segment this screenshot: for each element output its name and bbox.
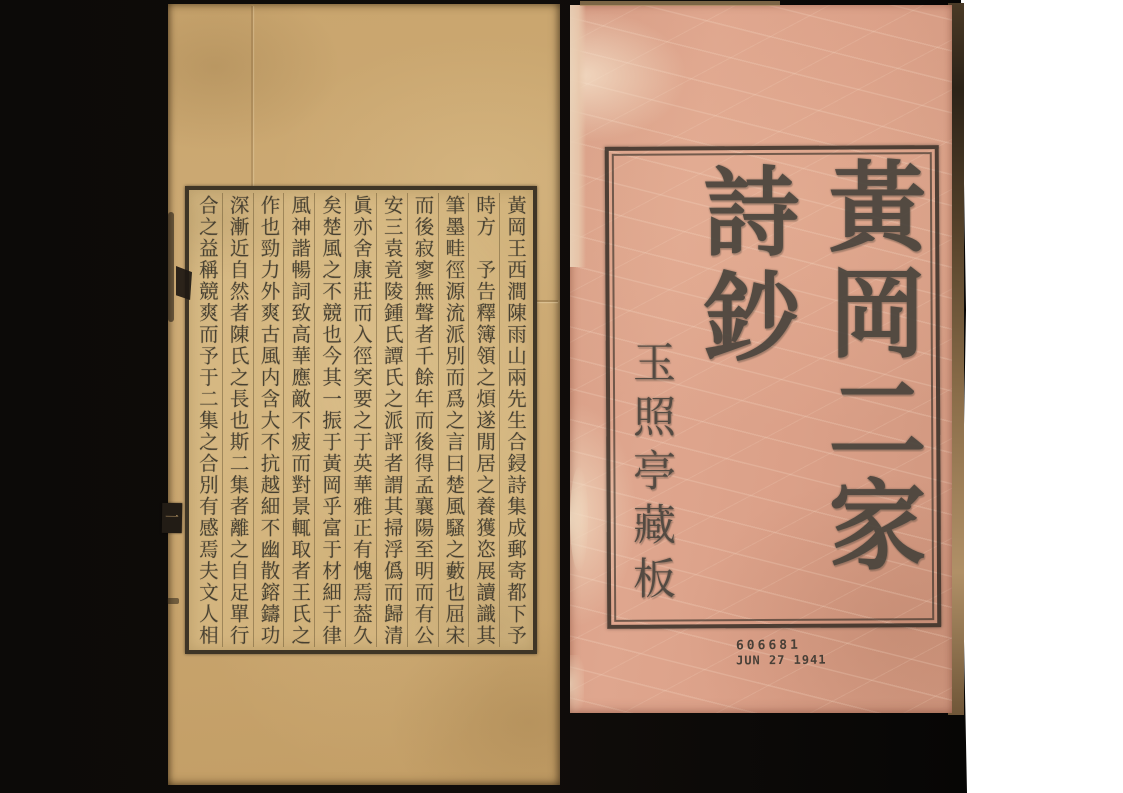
preface-column-3: 筆墨畦徑源流派別而爲之言曰楚風騷之藪也屈宋 xyxy=(438,193,469,647)
left-page-paper xyxy=(168,4,560,785)
preface-text-block-frame xyxy=(185,186,537,654)
preface-column-7: 矣楚風之不競也今其一振于黃岡乎富于材細于律 xyxy=(314,193,345,647)
preface-column-6: 眞亦舍康莊而入徑穾要之于英華雅正有愧焉葢久 xyxy=(345,193,376,647)
margin-page-number-tab xyxy=(162,503,183,533)
margin-page-number: 一 xyxy=(164,509,180,527)
preface-column-5: 安三袁竟陵鍾氏譚氏之派評者謂其掃浮僞而歸清 xyxy=(376,193,407,647)
cover-title-column-2: 詩鈔 xyxy=(688,162,800,372)
preface-column-9: 作也勁力外爽古風内含大不抗越細不幽散鎔鑄功 xyxy=(253,193,284,647)
stamp-date: JUN 27 1941 xyxy=(736,652,827,668)
preface-column-1: 黃岡王西澗陳雨山兩先生合鋟詩集成郵寄都下予 xyxy=(499,193,530,647)
worn-paper-edge xyxy=(570,5,586,267)
preface-columns xyxy=(192,193,530,647)
binding-smudge xyxy=(168,212,174,322)
preface-column-8: 風神諧暢詞致高華應敵不疲而對景輒取者王氏之 xyxy=(283,193,314,647)
page-top-edge xyxy=(580,1,780,6)
paper-crease-vertical xyxy=(251,6,253,188)
library-accession-stamp xyxy=(736,639,827,668)
worn-paper-edge xyxy=(570,655,584,713)
preface-column-11: 合之益稱競爽而予于二集之合別有感焉夫文人相 xyxy=(195,195,219,647)
small-ink-mark xyxy=(167,598,179,604)
preface-column-2: 時方 予告釋簿領之煩遂閒居之養獲恣展讀識其 xyxy=(468,193,499,647)
stamp-accession-number: 606681 xyxy=(735,637,801,654)
preface-column-4: 而後寂寥無聲者千餘年而後得孟襄陽至明而有公 xyxy=(407,193,438,647)
preface-column-10: 深漸近自然者陳氏之長也斯二集者離之自足單行 xyxy=(222,193,253,647)
worn-paper-edge xyxy=(570,467,588,571)
cover-title-column-1: 黃岡二家 xyxy=(812,156,926,580)
publisher-column: 玉照亭藏板 xyxy=(626,340,676,610)
